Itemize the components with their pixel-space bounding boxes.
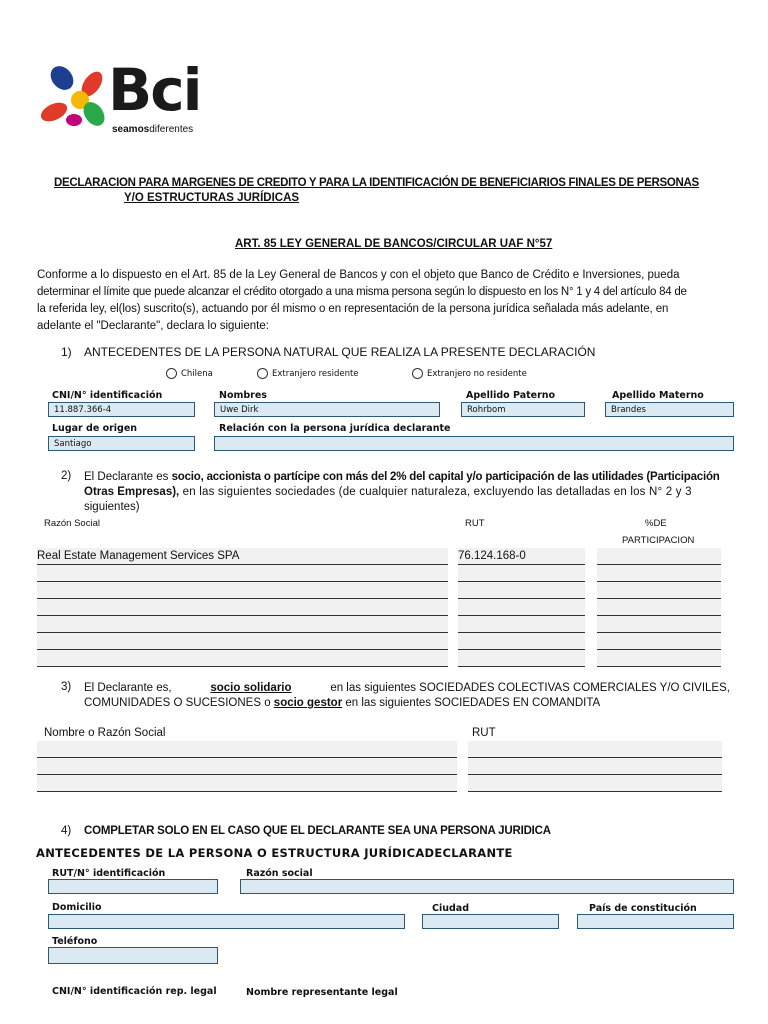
label-lugar-origen: Lugar de origen [52,423,138,434]
table-row[interactable] [468,775,722,792]
title-line2: Y/O ESTRUCTURAS JURÍDICAS [124,192,300,204]
label-telefono: Teléfono [52,936,98,947]
table-row[interactable]: 76.124.168-0 [458,548,585,565]
nombres-field[interactable]: Uwe Dirk [214,402,440,417]
apellido-materno-field[interactable]: Brandes [605,402,734,417]
logo-tagline-bold: seamos [112,124,150,135]
col-razon-social: Razón Social [44,518,100,529]
table-row[interactable] [37,565,448,582]
section2-pct-column [597,548,721,667]
table-row[interactable] [468,758,722,775]
cni-field[interactable]: 11.887.366-4 [48,402,195,417]
label-nombre-rep-legal: Nombre representante legal [246,987,398,998]
table-row[interactable] [37,633,448,650]
title-line1: DECLARACION PARA MARGENES DE CREDITO Y PARA LA IDENTIFICACIÓN DE BENEFICIARIOS FINALES DE PERSONAS [54,177,699,189]
radio-circle-icon [412,368,423,379]
label-relacion: Relación con la persona jurídica declarante [219,423,451,434]
table-row[interactable] [597,582,721,599]
table-row[interactable] [597,633,721,650]
table-row[interactable] [37,741,457,758]
table-row[interactable] [458,616,585,633]
section3-text-e: en las siguientes SOCIEDADES EN COMANDITA [345,697,601,709]
section3-nombre-column [37,741,457,792]
label-razon-social-pj: Razón social [246,868,313,879]
col-pct-line1: %DE [645,518,667,529]
section2-number: 2) [61,470,72,482]
radio-label: Chilena [181,369,213,379]
col-rut-3: RUT [472,727,496,739]
bci-logo [34,56,219,142]
section3-text-d: COMUNIDADES O SUCESIONES o [84,697,271,709]
table-row[interactable] [597,599,721,616]
pais-field[interactable] [577,914,734,929]
section2-text-d: siguientes) [84,501,140,513]
intro-line4: adelante el "Declarante", declara lo siguiente: [37,320,269,332]
subtitle: ART. 85 LEY GENERAL DE BANCOS/CIRCULAR UAF N°57 [235,238,553,250]
logo-tagline-rest: diferentes [149,124,194,135]
section4-number: 4) [61,825,72,837]
section2-text [84,470,730,515]
table-row[interactable] [37,650,448,667]
table-row[interactable] [458,582,585,599]
radio-circle-icon [257,368,268,379]
table-row[interactable]: Real Estate Management Services SPA [37,548,448,565]
radio-label: Extranjero no residente [427,369,527,379]
section3-text-c: en las siguientes SOCIEDADES COLECTIVAS COMERCIALES Y/O CIVILES, [330,682,730,694]
apellido-paterno-field[interactable]: Rohrbom [461,402,585,417]
table-row[interactable] [597,548,721,565]
logo-tagline [112,124,193,135]
intro-paragraph [37,267,729,335]
label-rut-pj: RUT/N° identificación [52,868,166,879]
section1-title: ANTECEDENTES DE LA PERSONA NATURAL QUE REALIZA LA PRESENTE DECLARACIÓN [84,345,596,359]
label-apellido-materno: Apellido Materno [612,390,704,401]
section3-socio-solidario: socio solidario [210,682,292,694]
col-rut: RUT [465,518,485,529]
radio-circle-icon [166,368,177,379]
table-row[interactable] [458,633,585,650]
domicilio-field[interactable] [48,914,405,929]
telefono-field[interactable] [48,947,218,964]
table-row[interactable] [597,565,721,582]
section2-razon-column [37,548,448,667]
table-row[interactable] [37,775,457,792]
nationality-radio-chilena[interactable] [166,368,213,379]
label-cni: CNI/N° identificación [52,390,163,401]
section2-rut-column [458,548,585,667]
table-row[interactable] [37,758,457,775]
radio-label: Extranjero residente [272,369,359,379]
section2-text-bold: socio, accionista o partícipe con más del 2% del capital y/o participación de las utilidades (Participación [171,471,720,483]
section3-number: 3) [61,681,72,693]
label-apellido-paterno: Apellido Paterno [466,390,556,401]
intro-line3: la referida ley, el(los) suscrito(s), actuando por él mismo o en representación de la persona jurídica señalada más adelante, en [37,303,669,315]
table-row[interactable] [458,650,585,667]
table-row[interactable] [37,599,448,616]
table-row[interactable] [468,741,722,758]
nationality-radio-residente[interactable] [257,368,359,379]
table-row[interactable] [37,616,448,633]
label-ciudad: Ciudad [432,903,470,914]
section3-rut-column [468,741,722,792]
section2-text-a: El Declarante es [84,471,172,483]
ciudad-field[interactable] [422,914,559,929]
intro-line1: Conforme a lo dispuesto en el Art. 85 de la Ley General de Bancos y con el objeto que Banco de Crédito e Inversiones, pueda [37,269,680,281]
col-pct-line2: PARTICIPACION [622,535,695,546]
rut-pj-field[interactable] [48,879,218,894]
section1-number: 1) [61,345,72,359]
razon-social-pj-field[interactable] [240,879,734,894]
section2-text-c: en las siguientes sociedades (de cualquier naturaleza, excluyendo las detalladas en los N° 2 y 3 [179,486,692,498]
section4-title: COMPLETAR SOLO EN EL CASO QUE EL DECLARANTE SEA UNA PERSONA JURIDICA [84,825,551,837]
lugar-origen-field[interactable]: Santiago [48,436,195,451]
relacion-field[interactable] [214,436,734,451]
section2-text-bold2: Otras Empresas), [84,486,180,498]
nationality-radio-no-residente[interactable] [412,368,527,379]
label-nombres: Nombres [219,390,267,401]
table-row[interactable] [458,599,585,616]
section3-text [84,681,730,711]
section3-text-a: El Declarante es, [84,682,172,694]
table-row[interactable] [597,650,721,667]
label-pais: País de constitución [589,903,697,914]
label-cni-rep-legal: CNI/N° identificación rep. legal [52,986,217,997]
intro-line2: determinar el límite que puede alcanzar el crédito otorgado a una misma persona según lo dispuesto en los N° 1 y 4 del artículo 84 de [37,286,687,298]
table-row[interactable] [597,616,721,633]
table-row[interactable] [37,582,448,599]
section3-socio-gestor: socio gestor [273,697,343,709]
table-row[interactable] [458,565,585,582]
logo-brand: Bci [108,56,201,124]
label-domicilio: Domicilio [52,902,102,913]
col-nombre-razon: Nombre o Razón Social [44,727,166,739]
section4-heading: ANTECEDENTES DE LA PERSONA O ESTRUCTURA JURÍDICADECLARANTE [36,846,513,860]
